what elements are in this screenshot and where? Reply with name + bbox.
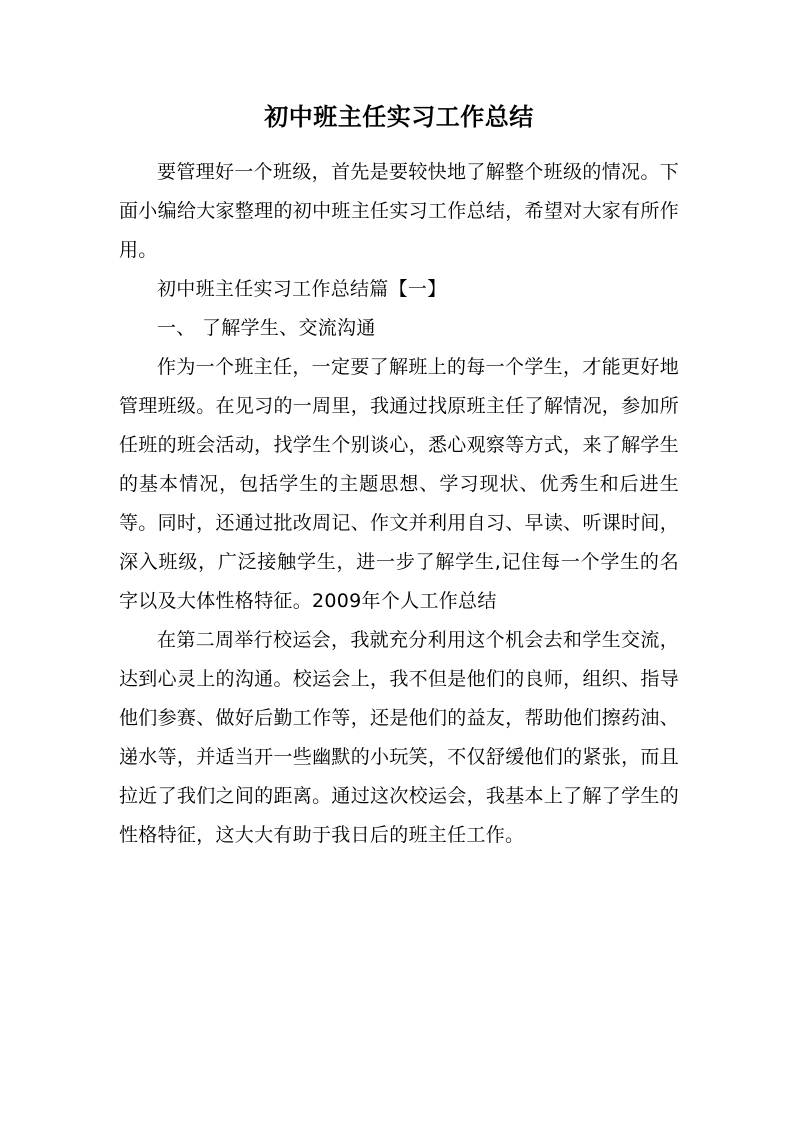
section-heading: 初中班主任实习工作总结篇【一】 [157,278,447,300]
subsection-heading: 一、 了解学生、交流沟通 [157,317,376,339]
document-title: 初中班主任实习工作总结 [264,102,534,131]
body-paragraph: 在第二周举行校运会，我就充分利用这个机会去和学生交流，达到心灵上的沟通。校运会上，我不但是他们的良师，组织、指导他们参赛、做好后勤工作等，还是他们的益友，帮助他们擦药油、递水等，并适当开一些幽默的小玩笑，不仅舒缓他们的紧张，而且拉近了我们之间的距离。通过这次校运会，我基本上了解了学生的性格特征，这大大有助于我日后的班主任工作。 [119,629,679,846]
document-content [119,95,679,855]
body-paragraph: 作为一个班主任，一定要了解班上的每一个学生，才能更好地管理班级。在见习的一周里，我通过找原班主任了解情况，参加所任班的班会活动，找学生个别谈心，悉心观察等方式，来了解学生的基本情况，包括学生的主题思想、学习现状、优秀生和后进生等。同时，还通过批改周记、作文并利用自习、早读、听课时间，深入班级，广泛接触学生，进一步了解学生,记住每一个学生的名字以及大体性格特征。2009年个人工作总结 [119,356,679,612]
intro-paragraph: 要管理好一个班级，首先是要较快地了解整个班级的情况。下面小编给大家整理的初中班主任实习工作总结，希望对大家有所作用。 [119,161,679,261]
